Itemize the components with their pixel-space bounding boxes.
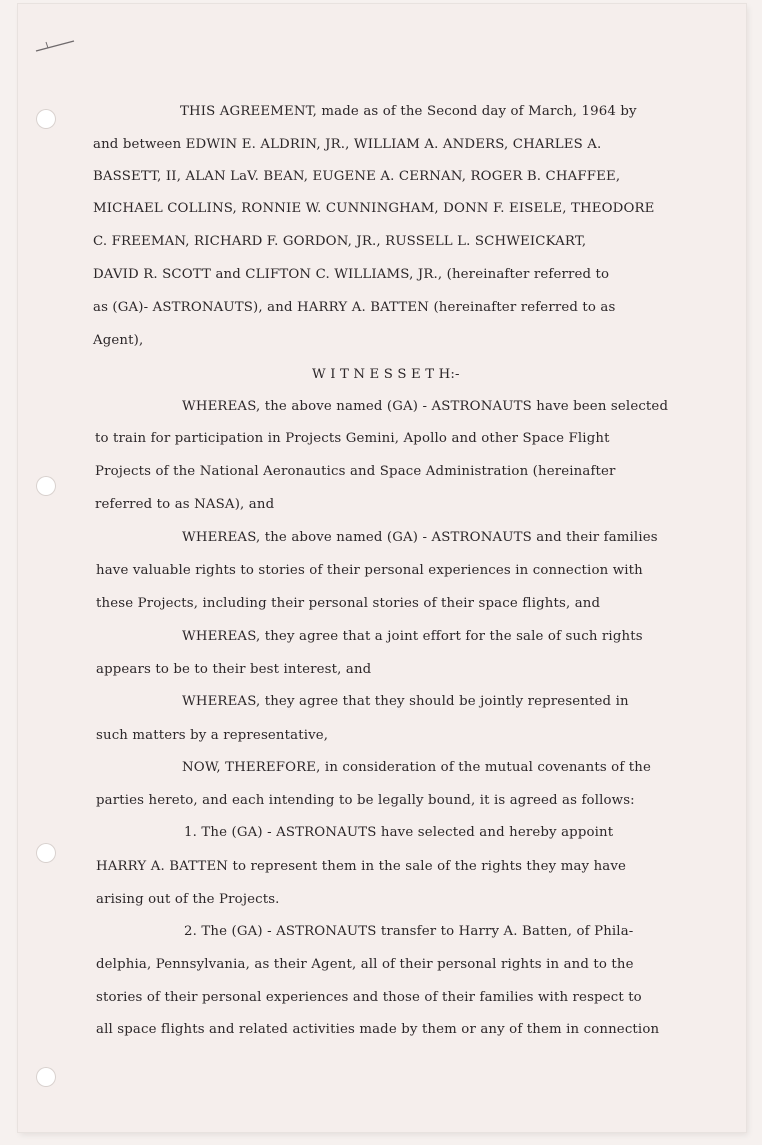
text-line: to train for participation in Projects Gemini, Apollo and other Space Flight bbox=[95, 431, 610, 446]
text-line: Agent), bbox=[93, 333, 144, 348]
text-line: and between EDWIN E. ALDRIN, JR., WILLIAM A. ANDERS, CHARLES A. bbox=[93, 137, 602, 152]
text-line: WHEREAS, they agree that they should be jointly represented in bbox=[182, 694, 629, 709]
text-line: delphia, Pennsylvania, as their Agent, all of their personal rights in and to the bbox=[96, 957, 634, 972]
text-line: Projects of the National Aeronautics and Space Administration (hereinafter bbox=[95, 464, 616, 479]
text-line: WHEREAS, the above named (GA) - ASTRONAUTS and their families bbox=[182, 530, 658, 545]
text-line: all space flights and related activities made by them or any of them in connection bbox=[96, 1022, 660, 1037]
text-line: have valuable rights to stories of their personal experiences in connection with bbox=[96, 563, 643, 578]
witnesseth-heading: W I T N E S S E T H:- bbox=[312, 367, 460, 382]
text-line: C. FREEMAN, RICHARD F. GORDON, JR., RUSSELL L. SCHWEICKART, bbox=[93, 234, 587, 249]
text-line: parties hereto, and each intending to be legally bound, it is agreed as follows: bbox=[96, 793, 635, 808]
text-line: appears to be to their best interest, and bbox=[96, 662, 372, 677]
text-line: WHEREAS, they agree that a joint effort for the sale of such rights bbox=[182, 629, 643, 644]
text-line: stories of their personal experiences and those of their families with respect to bbox=[96, 990, 642, 1005]
text-line: as (GA)- ASTRONAUTS), and HARRY A. BATTEN (hereinafter referred to as bbox=[93, 300, 616, 315]
text-line: referred to as NASA), and bbox=[95, 497, 275, 512]
text-line: MICHAEL COLLINS, RONNIE W. CUNNINGHAM, DONN F. EISELE, THEODORE bbox=[93, 201, 655, 216]
text-line: HARRY A. BATTEN to represent them in the sale of the rights they may have bbox=[96, 859, 627, 874]
text-line: such matters by a representative, bbox=[96, 728, 329, 743]
text-line: arising out of the Projects. bbox=[96, 892, 280, 907]
text-line: WHEREAS, the above named (GA) - ASTRONAUTS have been selected bbox=[182, 399, 669, 414]
text-line: these Projects, including their personal stories of their space flights, and bbox=[96, 596, 601, 611]
text-line: DAVID R. SCOTT and CLIFTON C. WILLIAMS, JR., (hereinafter referred to bbox=[93, 267, 610, 282]
text-line: THIS AGREEMENT, made as of the Second day of March, 1964 by bbox=[180, 104, 637, 119]
text-line: NOW, THEREFORE, in consideration of the mutual covenants of the bbox=[182, 760, 652, 775]
text-line: BASSETT, II, ALAN LaV. BEAN, EUGENE A. CERNAN, ROGER B. CHAFFEE, bbox=[93, 169, 621, 184]
clause-1-line: 1. The (GA) - ASTRONAUTS have selected and hereby appoint bbox=[184, 825, 614, 840]
clause-2-line: 2. The (GA) - ASTRONAUTS transfer to Harry A. Batten, of Phila- bbox=[184, 924, 634, 939]
